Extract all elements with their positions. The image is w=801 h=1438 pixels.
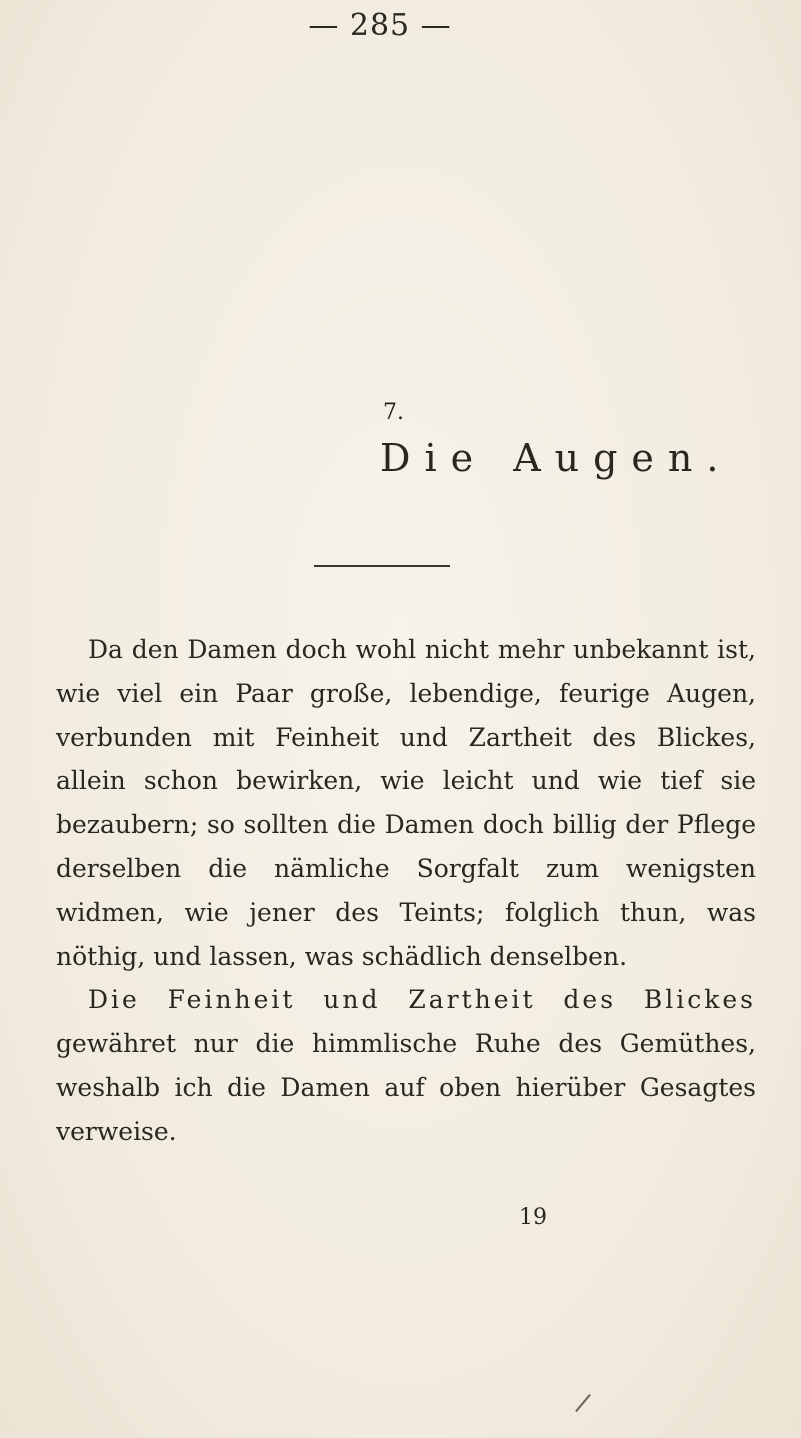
- title-rule: [314, 565, 450, 567]
- signature-mark: 19: [519, 1205, 547, 1230]
- section-title: Die Augen.: [380, 436, 733, 480]
- page-number: — 285 —: [308, 8, 452, 43]
- paragraph-1: Da den Damen doch wohl nicht mehr unbekannt ist, wie viel ein Paar große, lebendige, feurige Augen, verbunden mit Feinheit und Zartheit des Blickes, allein schon bewirken, wie leicht und wie tief sie bezaubern; so sollten die Damen doch billig der Pflege derselben die nämliche Sorgfalt zum wenigsten widmen, wie jener des Teints; folglich thun, was nöthig, und lassen, was schädlich denselben.: [56, 635, 756, 971]
- paragraph-2-text: gewähret nur die himmlische Ruhe des Gemüthes, weshalb ich die Damen auf oben hierüber Gesagtes verweise.: [56, 1029, 756, 1146]
- section-number: 7.: [383, 400, 404, 425]
- body-text: [56, 628, 756, 1154]
- paper-mark: [575, 1394, 591, 1412]
- paragraph-2-emphasis: Die Feinheit und Zartheit des Blickes: [88, 985, 756, 1015]
- paragraph-2: [56, 978, 756, 1153]
